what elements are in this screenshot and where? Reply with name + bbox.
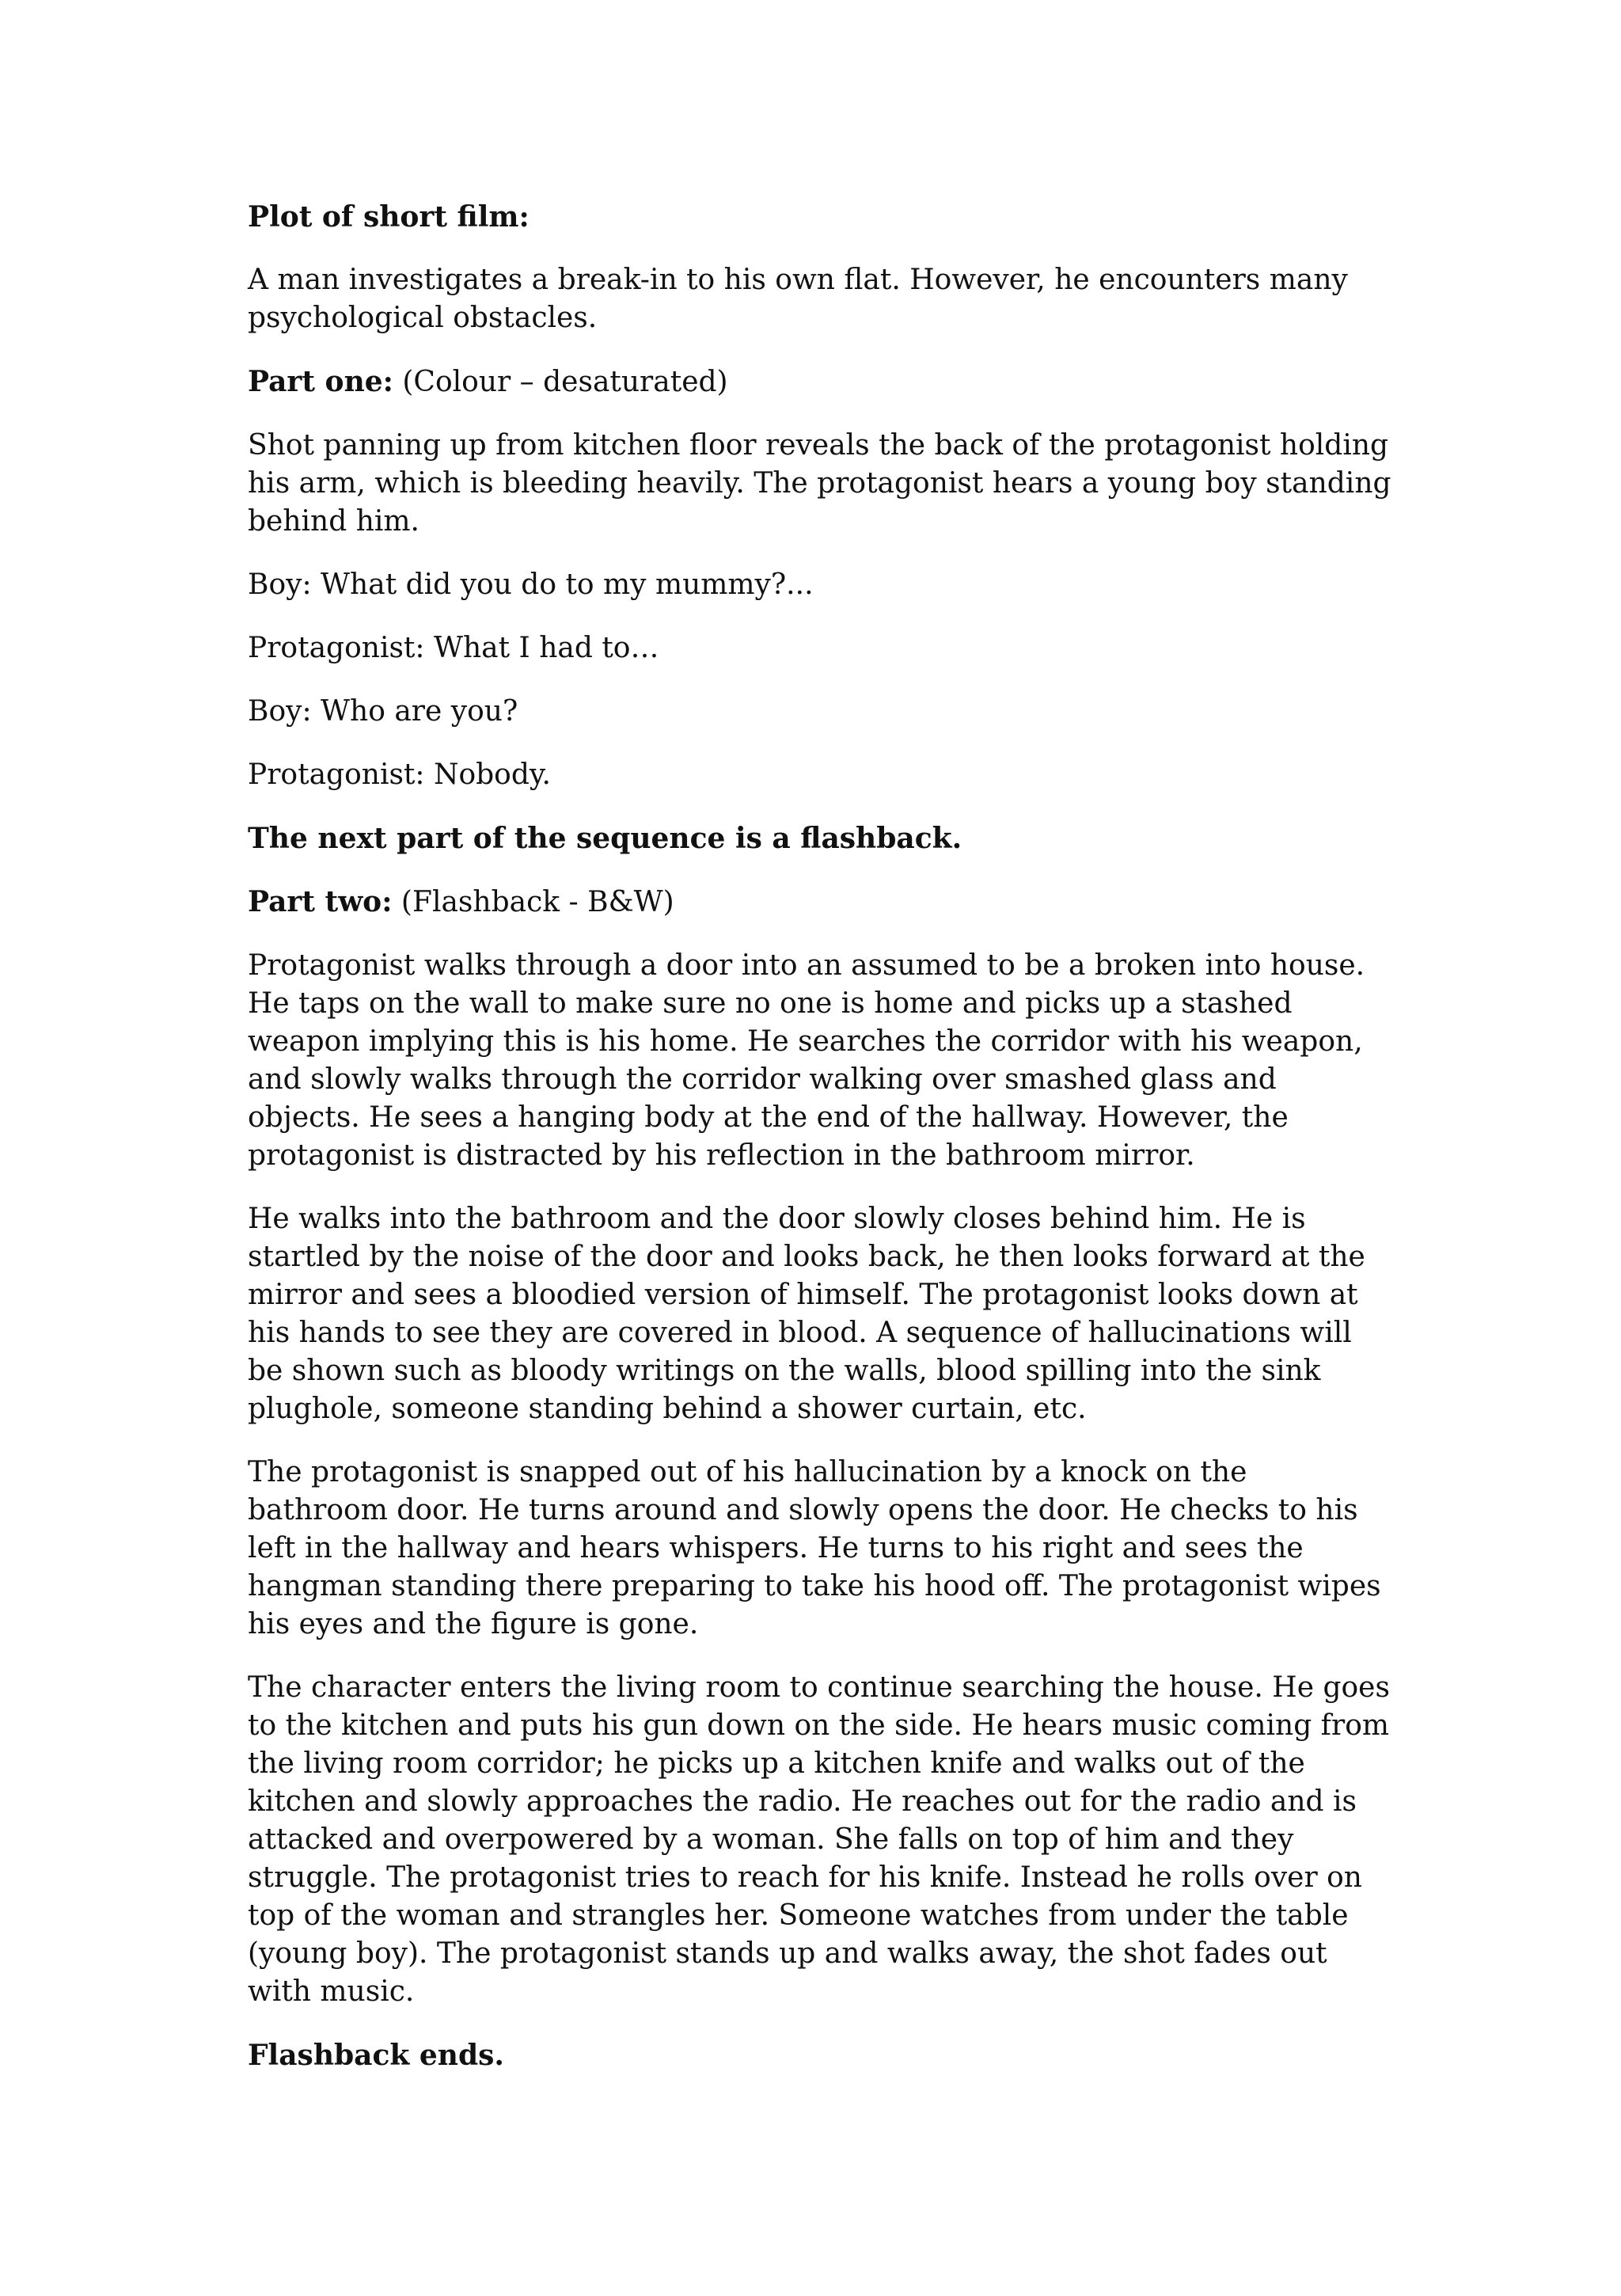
document-title: Plot of short film:: [248, 200, 530, 234]
part-two-paragraph: Protagonist walks through a door into an assumed to be a broken into house. He taps on the wall to make sure no one is home and picks up a stashed weapon implying this is his home. He searches the corridor with his weapon, and slowly walks through the corridor walking over smashed glass and objects. He sees a hanging body at the end of the hallway. However, the protagonist is distracted by his reflection in the bathroom mirror.: [248, 949, 1365, 1172]
part-one-paragraph: Shot panning up from kitchen floor reveals the back of the protagonist holding his arm, which is bleeding heavily. The protagonist hears a young boy standing behind him.: [248, 429, 1391, 538]
part-two-paragraph: The character enters the living room to continue searching the house. He goes to the kitchen and puts his gun down on the side. He hears music coming from the living room corridor; he picks up a kitchen knife and walks out of the kitchen and slowly approaches the radio. He reaches out for the radio and is attacked and overpowered by a woman. She falls on top of him and they struggle. The protagonist tries to reach for his knife. Instead he rolls over on top of the woman and strangles her. Someone watches from under the table (young boy). The protagonist stands up and walks away, the shot fades out with music.: [248, 1671, 1390, 2008]
part-two-heading: [248, 883, 1395, 922]
part-two-paragraph: He walks into the bathroom and the door slowly closes behind him. He is startled by the noise of the door and looks back, he then looks forward at the mirror and sees a bloodied version of himself. The protagonist looks down at his hands to see they are covered in blood. A sequence of hallucinations will be shown such as bloody writings on the walls, blood spilling into the sink plughole, someone standing behind a shower curtain, etc.: [248, 1203, 1365, 1425]
dialogue-line: Boy: Who are you?: [248, 695, 518, 728]
dialogue-line: Protagonist: Nobody.: [248, 758, 551, 791]
part-two-label: Part two:: [248, 885, 393, 918]
document-page: [248, 198, 1395, 2100]
part-one-label: Part one:: [248, 365, 393, 398]
part-two-note: (Flashback - B&W): [392, 886, 674, 918]
dialogue-line: Boy: What did you do to my mummy?...: [248, 568, 814, 601]
part-one-note: (Colour – desaturated): [393, 366, 728, 398]
synopsis-paragraph: A man investigates a break-in to his own flat. However, he encounters many psychological obstacles.: [248, 264, 1348, 334]
part-two-paragraph: The protagonist is snapped out of his hallucination by a knock on the bathroom door. He turns around and slowly opens the door. He checks to his left in the hallway and hears whispers. He turns to his right and sees the hangman standing there preparing to take his hood off. The protagonist wipes his eyes and the figure is gone.: [248, 1456, 1381, 1640]
flashback-intro: The next part of the sequence is a flashback.: [248, 822, 962, 855]
dialogue-line: Protagonist: What I had to…: [248, 632, 659, 664]
part-one-heading: [248, 363, 1395, 401]
flashback-end: Flashback ends.: [248, 2039, 504, 2072]
